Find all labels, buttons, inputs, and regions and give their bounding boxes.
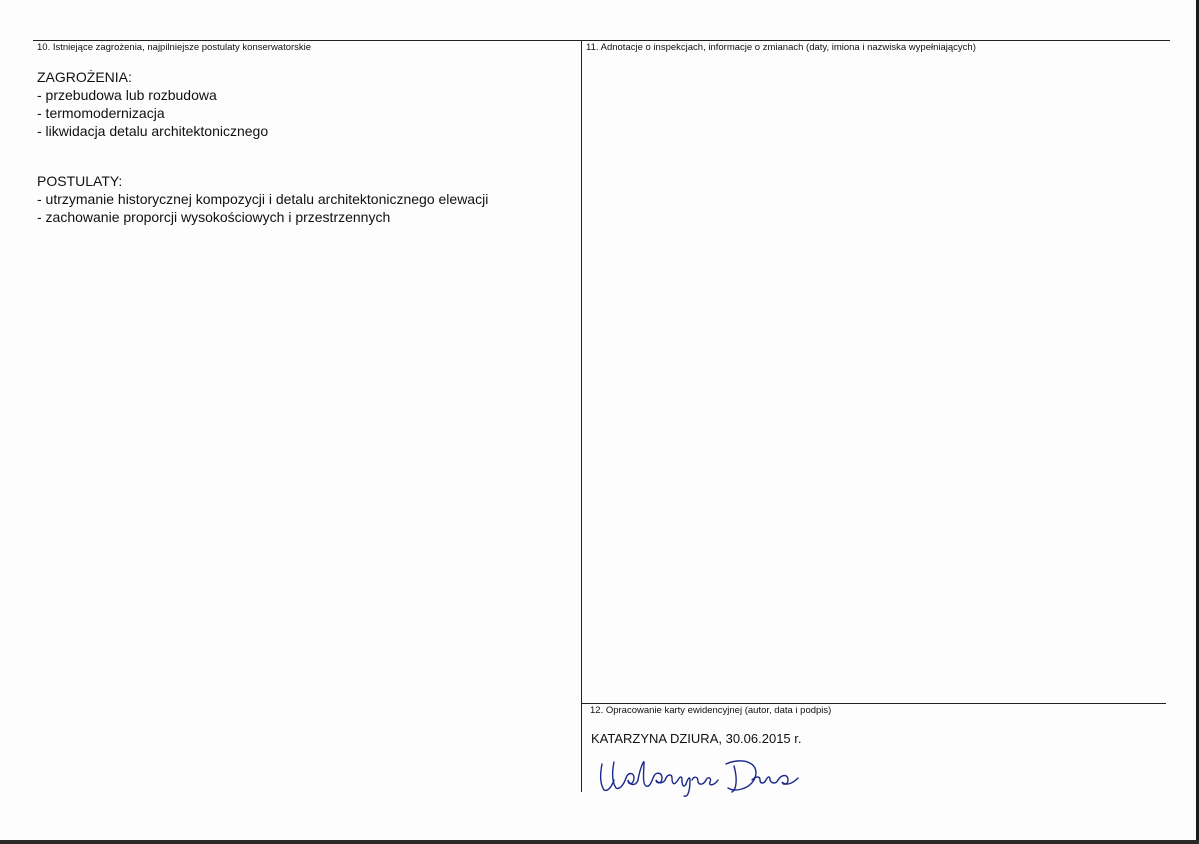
section-12-rule: [581, 703, 1166, 704]
threats-heading: ZAGROŻENIA:: [37, 69, 132, 85]
column-divider: [581, 40, 582, 792]
postulate-item: - utrzymanie historycznej kompozycji i detalu architektonicznego elewacji: [37, 191, 489, 207]
postulates-heading: POSTULATY:: [37, 173, 123, 189]
threat-item: - termomodernizacja: [37, 105, 165, 121]
section-10-content: [37, 68, 488, 226]
threat-item: - przebudowa lub rozbudowa: [37, 87, 217, 103]
signature-image: [594, 750, 814, 800]
section-11-label: 11. Adnotacje o inspekcjach, informacje o zmianach (daty, imiona i nazwiska wypełniających): [586, 42, 976, 53]
threat-item: - likwidacja detalu architektonicznego: [37, 123, 269, 139]
scan-edge-bottom: [0, 840, 1199, 844]
top-rule: [33, 40, 1170, 41]
section-12-label: 12. Opracowanie karty ewidencyjnej (autor, data i podpis): [590, 705, 832, 716]
author-name-date: KATARZYNA DZIURA, 30.06.2015 r.: [591, 731, 802, 746]
section-10-label: 10. Istniejące zagrożenia, najpilniejsze postulaty konserwatorskie: [37, 42, 312, 53]
postulate-item: - zachowanie proporcji wysokościowych i przestrzennych: [37, 209, 391, 225]
spacer: [37, 140, 488, 172]
